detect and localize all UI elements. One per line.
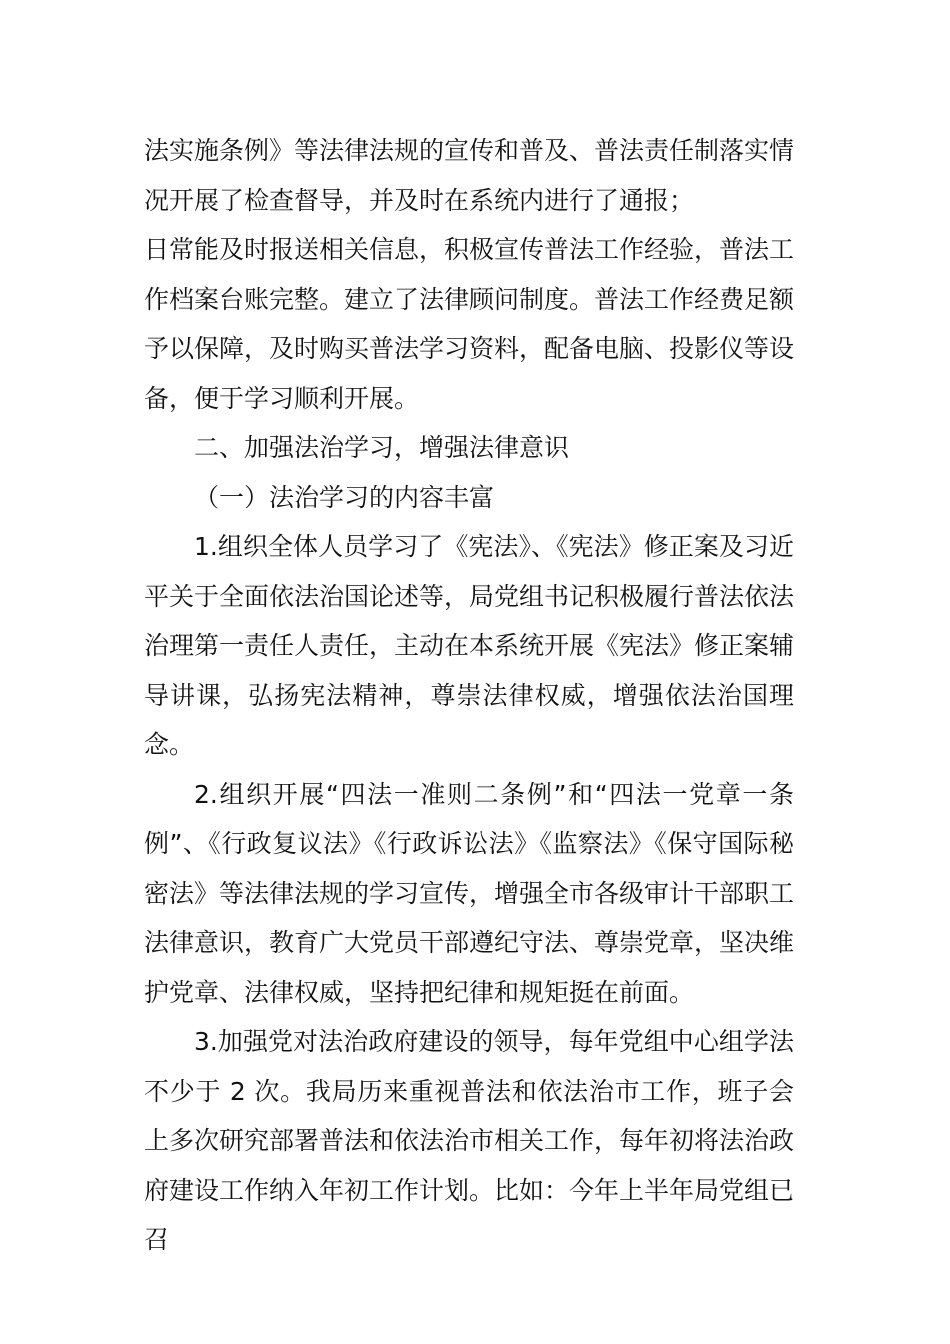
subsection-heading-1: （一）法治学习的内容丰富 <box>194 482 495 512</box>
document-body <box>144 126 794 1265</box>
paragraph-continuation: 法实施条例》等法律法规的宣传和普及、普法责任制落实情况开展了检查督导，并及时在系统内进行了通报； <box>144 136 795 215</box>
list-item-2: 2.组织开展“四法一准则二条例”和“四法一党章一条例”、《行政复议法》《行政诉讼法》《监察法》《保守国际秘密法》等法律法规的学习宣传，增强全市各级审计干部职工法律意识，教育广大党员干部遵纪守法、尊崇党章，坚决维护党章、法律权威，坚持把纪律和规矩挺在前面。 <box>144 779 795 1007</box>
list-item-3: 3.加强党对法治政府建设的领导，每年党组中心组学法不少于 2 次。我局历来重视普法和依法治市工作，班子会上多次研究部署普法和依法治市相关工作，每年初将法治政府建设工作纳入年初工作计划。比如：今年上半年局党组已召 <box>144 1027 795 1254</box>
paragraph-daily-report: 日常能及时报送相关信息，积极宣传普法工作经验，普法工作档案台账完整。建立了法律顾问制度。普法工作经费足额予以保障，及时购买普法学习资料，配备电脑、投影仪等设备，便于学习顺利开展。 <box>144 235 795 413</box>
list-item-1: 1.组织全体人员学习了《宪法》、《宪法》修正案及习近平关于全面依法治国论述等，局党组书记积极履行普法依法治理第一责任人责任，主动在本系统开展《宪法》修正案辅导讲课，弘扬宪法精神，尊崇法律权威，增强依法治国理念。 <box>144 532 795 759</box>
section-heading-2: 二、加强法治学习，增强法律意识 <box>194 433 570 462</box>
